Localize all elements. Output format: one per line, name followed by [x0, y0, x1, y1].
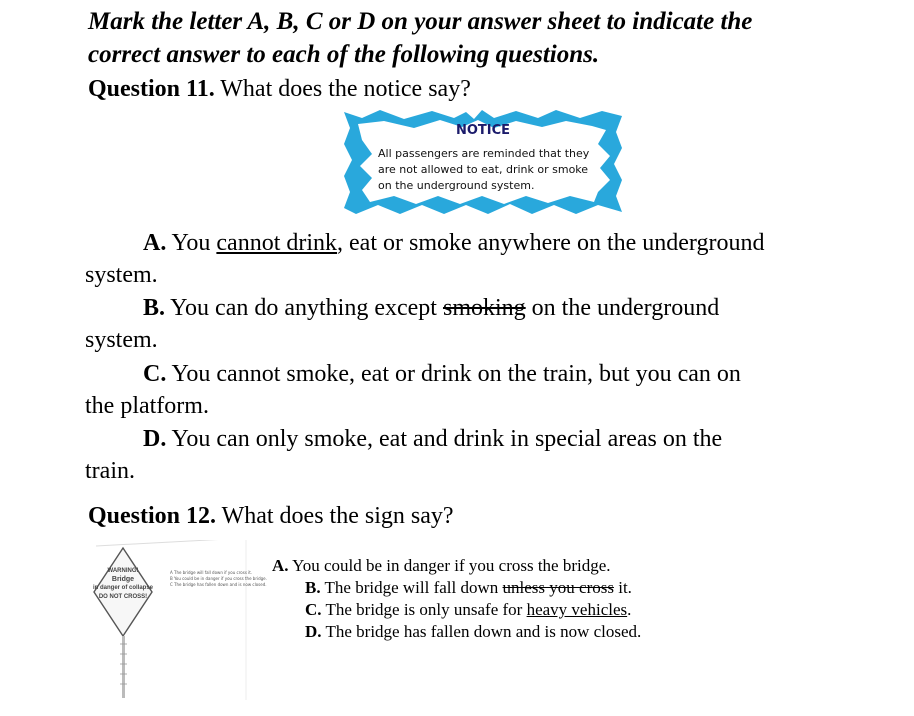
question-11-heading: [88, 75, 471, 103]
q11-option-b-text: You can do anything except: [165, 295, 443, 321]
q11-option-a: [143, 228, 764, 258]
q11-option-b-wrap: system.: [85, 327, 158, 353]
q11-option-a-wrap: system.: [85, 262, 158, 288]
q11-option-a-letter: A.: [143, 230, 167, 256]
q11-option-b-letter: B.: [143, 295, 166, 321]
notice-line-1: All passengers are reminded that they: [378, 147, 590, 160]
q11-option-b-struck: smoking: [442, 295, 526, 321]
q12-option-b-text: The bridge will fall down: [320, 578, 503, 597]
question-11-label: Question 11.: [88, 76, 215, 102]
sign-line-1: WARNING!: [107, 568, 139, 574]
instructions-line-1: Mark the letter A, B, C or D on your answer sheet to indicate the: [88, 8, 753, 35]
sign-mini-option-b: B You could be in danger if you cross the bridge.: [170, 576, 267, 581]
notice-line-2: are not allowed to eat, drink or smoke: [378, 163, 589, 176]
q11-option-d-wrap: train.: [85, 458, 135, 484]
q12-option-d-letter: D.: [305, 622, 322, 641]
q11-option-d-text: You can only smoke, eat and drink in special areas on the: [166, 426, 723, 452]
question-11-text: What does the notice say?: [214, 76, 471, 102]
sign-line-2: Bridge: [111, 576, 135, 583]
warning-sign-image: [90, 540, 267, 700]
sign-mini-option-a: A The bridge will fall down if you cross it.: [170, 570, 253, 575]
warning-sign-shape: [90, 540, 253, 700]
q12-option-c-text: The bridge is only unsafe for: [321, 600, 527, 619]
q12-option-c-text-end: .: [627, 600, 632, 619]
q11-option-b-text-end: on the underground: [525, 295, 720, 321]
q12-option-c: [305, 599, 631, 620]
q11-option-c-letter: C.: [143, 361, 167, 387]
q11-option-a-underlined: cannot drink: [216, 230, 338, 256]
q12-option-d: [305, 621, 641, 642]
instructions-line-2: correct answer to each of the following questions.: [88, 41, 600, 68]
q12-option-b-letter: B.: [305, 578, 321, 597]
q12-option-b-text-end: it.: [613, 578, 632, 597]
q11-option-c-text: You cannot smoke, eat or drink on the train, but you can on: [166, 361, 741, 387]
question-12-label: Question 12.: [88, 503, 217, 529]
question-12-text: What does the sign say?: [216, 503, 454, 529]
question-12-heading: [88, 502, 454, 530]
notice-title: NOTICE: [455, 123, 511, 138]
q11-option-c-wrap: the platform.: [85, 393, 209, 419]
sign-line-4: DO NOT CROSS!: [98, 594, 148, 600]
q11-option-d: [143, 424, 722, 454]
q11-option-d-letter: D.: [143, 426, 167, 452]
sign-mini-option-c: C The bridge has fallen down and is now closed.: [170, 582, 267, 587]
q12-option-b-struck: unless you cross: [502, 578, 614, 597]
q11-option-b: [143, 293, 719, 323]
q12-option-c-underlined: heavy vehicles: [526, 600, 628, 619]
q12-option-a: [272, 555, 611, 576]
q12-option-b: [305, 577, 632, 598]
q11-option-a-text-end: , eat or smoke anywhere on the underground: [337, 230, 765, 256]
q11-option-a-text: You: [166, 230, 217, 256]
sign-line-3: in danger of collapse: [92, 585, 153, 591]
q12-option-d-text: The bridge has fallen down and is now closed.: [321, 622, 642, 641]
q12-option-c-letter: C.: [305, 600, 322, 619]
q12-option-a-letter: A.: [272, 556, 289, 575]
q11-option-c: [143, 359, 741, 389]
notice-line-3: on the underground system.: [378, 179, 535, 192]
notice-image: [344, 110, 622, 214]
q12-option-a-text: You could be in danger if you cross the bridge.: [288, 556, 611, 575]
